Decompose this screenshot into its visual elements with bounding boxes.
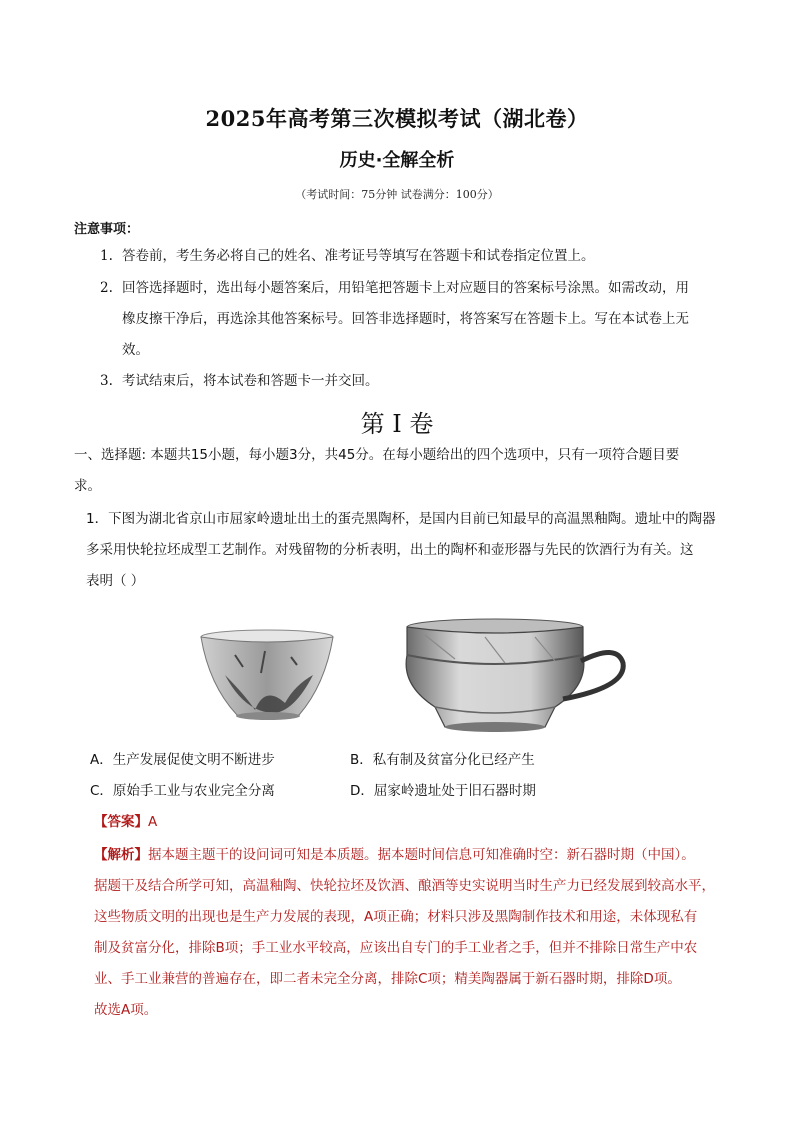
question-stem-line: 表明（ ） xyxy=(86,573,145,589)
answer xyxy=(94,810,157,830)
option-d: D．屈家岭遗址处于旧石器时期 xyxy=(350,783,536,799)
eggshell-black-pottery-cup-image xyxy=(406,619,623,732)
question-stem-line: 多采用快轮拉坯成型工艺制作。对残留物的分析表明，出土的陶杯和壶形器与先民的饮酒行为有关。这 xyxy=(86,542,694,558)
document-title: 2025年高考第三次模拟考试（湖北卷） xyxy=(205,106,589,131)
question-stem-line: 1．下图为湖北省京山市屈家岭遗址出土的蛋壳黑陶杯，是国内目前已知最早的高温黑釉陶。遗址中的陶器 xyxy=(86,511,716,527)
black-pottery-bowl-image xyxy=(201,630,333,720)
option-c: C．原始手工业与农业完全分离 xyxy=(90,783,275,799)
notes-heading: 注意事项： xyxy=(74,222,140,237)
analysis-line: 据题干及结合所学可知，高温釉陶、快轮拉坯及饮酒、酿酒等史实说明当时生产力已经发展到较高水平， xyxy=(94,878,715,894)
answer-tag: 【答案】 xyxy=(94,814,148,830)
analysis xyxy=(94,840,739,1026)
section-title: 第 I 卷 xyxy=(360,410,434,438)
pottery-photos xyxy=(195,615,635,735)
note-item-1 xyxy=(100,241,730,272)
analysis-line: 故选A项。 xyxy=(94,1002,158,1018)
analysis-line: 据本题主题干的设问词可知是本质题。据本题时间信息可知准确时空：新石器时期（中国）。 xyxy=(148,847,695,863)
question-1 xyxy=(86,504,734,597)
document-subtitle: 历史·全解全析 xyxy=(339,150,455,171)
option-a: A．生产发展促使文明不断进步 xyxy=(90,752,275,768)
exam-info: （考试时间：75分钟 试卷满分：100分） xyxy=(295,188,499,201)
part-intro xyxy=(74,440,734,502)
analysis-tag: 【解析】 xyxy=(94,847,148,863)
analysis-line: 这些物质文明的出现也是生产力发展的表现，A项正确；材料只涉及黑陶制作技术和用途，未体现私有 xyxy=(94,909,698,925)
part-intro-line: 求。 xyxy=(74,478,101,494)
answer-value: A xyxy=(148,814,158,830)
note-text-continued: 橡皮擦干净后，再选涂其他答案标号。回答非选择题时，将答案写在答题卡上。写在本试卷上无 xyxy=(122,311,689,327)
part-intro-line: 一、选择题: 本题共15小题，每小题3分，共45分。在每小题给出的四个选项中，只有一项符合题目要 xyxy=(74,447,680,463)
note-number: 2. xyxy=(100,280,113,296)
note-item-3 xyxy=(100,366,730,397)
note-text: 回答选择题时，选出每小题答案后，用铅笔把答题卡上对应题目的答案标号涂黑。如需改动，用 xyxy=(122,280,689,296)
analysis-line: 制及贫富分化，排除B项；手工业水平较高，应该出自专门的手工业者之手，但并不排除日常生产中农 xyxy=(94,940,698,956)
note-number: 3. xyxy=(100,373,113,389)
analysis-line: 业、手工业兼营的普遍存在，即二者未完全分离，排除C项；精美陶器属于新石器时期，排除D项。 xyxy=(94,971,681,987)
option-b: B．私有制及贫富分化已经产生 xyxy=(350,752,535,768)
note-item-2 xyxy=(100,273,730,366)
note-text: 考试结束后，将本试卷和答题卡一并交回。 xyxy=(122,373,379,389)
note-text-continued: 效。 xyxy=(122,342,149,358)
note-text: 答卷前，考生务必将自己的姓名、准考证号等填写在答题卡和试卷指定位置上。 xyxy=(122,248,595,264)
note-number: 1. xyxy=(100,248,113,264)
